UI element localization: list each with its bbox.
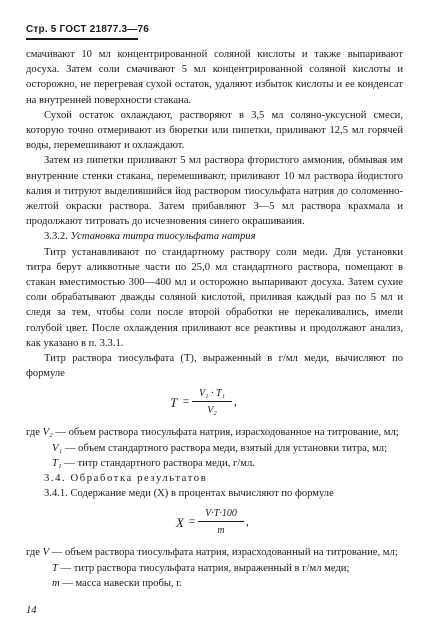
def-2-text: — объем стандартного раствора меди, взятый для установки титра, мл;	[64, 442, 388, 454]
formula-copper-equals: =	[188, 516, 196, 529]
def-1-text: — объем раствора тиосульфата натрия, израсходованное на титрование, мл;	[55, 427, 399, 439]
def-5-text: — титр раствора тиосульфата натрия, выраженный в г/мл меди;	[60, 562, 350, 574]
paragraph-5: Титр раствора тиосульфата (T), выраженный в г/мл меди, вычисляют по формуле	[26, 353, 403, 380]
definitions-2	[26, 545, 403, 560]
formula-titer-denominator: V₂	[207, 405, 217, 417]
def-6-symbol: m	[52, 577, 60, 589]
definition-2	[26, 441, 403, 456]
definition-3	[26, 456, 403, 471]
formula-copper-comma: ,	[246, 516, 249, 529]
section-3-3-2-title: Установка титра тиосульфата натрия	[70, 231, 256, 243]
definition-5	[26, 561, 403, 576]
formula-copper-lhs: X	[176, 515, 184, 531]
document-body	[26, 47, 403, 591]
def-2-symbol: V₁	[52, 442, 63, 454]
section-3-3-2-heading	[26, 229, 403, 244]
def-3-symbol: T₁	[52, 457, 62, 469]
section-3-3-2-number: 3.3.2.	[44, 231, 68, 243]
def-5-symbol: T	[52, 562, 58, 574]
paragraph-3: Затем из пипетки приливают 5 мл раствора фтористого аммония, обмывая им внутренние стенки стакана, перемешивают, приливают 10 мл раствора йодистого калия и титруют выделившийся йод раствором тиосульфата натрия до соломенно-желтой окраски раствора. Затем прибавляют 3—5 мл раствора крахмала и продолжают титровать до исчезновения синего окрашивания.	[26, 155, 403, 228]
def-1-symbol: V₂	[42, 427, 53, 439]
formula-copper-denominator: m	[217, 525, 225, 537]
definitions-2-intro: где	[26, 547, 40, 559]
formula-titer-equals: =	[182, 396, 190, 409]
definitions-1	[26, 425, 403, 440]
section-3-4-heading	[26, 471, 403, 486]
formula-titer-lhs: T	[170, 395, 178, 411]
definitions-1-intro: где	[26, 427, 40, 439]
paragraph-6: 3.4.1. Содержание меди (X) в процентах вычисляют по формуле	[44, 488, 334, 500]
page-header: Стр. 5 ГОСТ 21877.3—76	[26, 24, 149, 35]
paragraph-2: Сухой остаток охлаждают, растворяют в 3,5 мл солянo-уксусной смеси, которую точно отмеривают из бюретки или пипетки, приливают 12,5 мл горячей воды, перемешивают и охлаждают.	[26, 109, 403, 152]
page-number: 14	[26, 605, 37, 616]
formula-titer-fraction-bar	[192, 401, 232, 402]
paragraph-4: Титр устанавливают по стандартному раствору соли меди. Для установки титра берут аликвотные части по 25,0 мл стандартного раствора, помещают в стакан вместимостью 300—400 мл и осторожно выпаривают досуха. Затем сухие соли обрабатывают дважды соляной кислотой, приливая каждый раз по 5 мл и следя за тем, чтобы соли после второй обработки не перекаливались, имели голубой цвет. После охлаждения приливают все реактивы и продолжают анализ, как указано в п. 3.3.1.	[26, 246, 403, 349]
formula-titer-comma: ,	[234, 396, 237, 409]
def-3-text: — титр стандартного раствора меди, г/мл.	[64, 457, 255, 469]
formula-titer	[26, 386, 403, 420]
formula-titer-numerator: V₁ · T₁	[198, 388, 226, 400]
def-4-text: — объем раствора тиосульфата натрия, израсходованный на титрование, мл;	[51, 547, 398, 559]
definition-6	[26, 576, 403, 591]
paragraph-1: смачивают 10 мл концентрированной соляной кислоты и также выпаривают досуха. Затем соли смачивают 5 мл концентрированной соляной кислоты и осторожно, не перегревая сухой остаток, удаляют избыток кислоты и ее конденсат на внутренней поверхности стакана.	[26, 49, 403, 106]
section-3-4-title: 3.4. Обработка результатов	[44, 473, 208, 485]
header-rule	[26, 38, 138, 40]
formula-copper-fraction-bar	[198, 521, 244, 522]
formula-copper-numerator: V·T·100	[205, 508, 237, 520]
def-4-symbol: V	[42, 547, 50, 559]
formula-copper	[26, 506, 403, 540]
def-6-text: — масса навески пробы, г.	[62, 577, 183, 589]
